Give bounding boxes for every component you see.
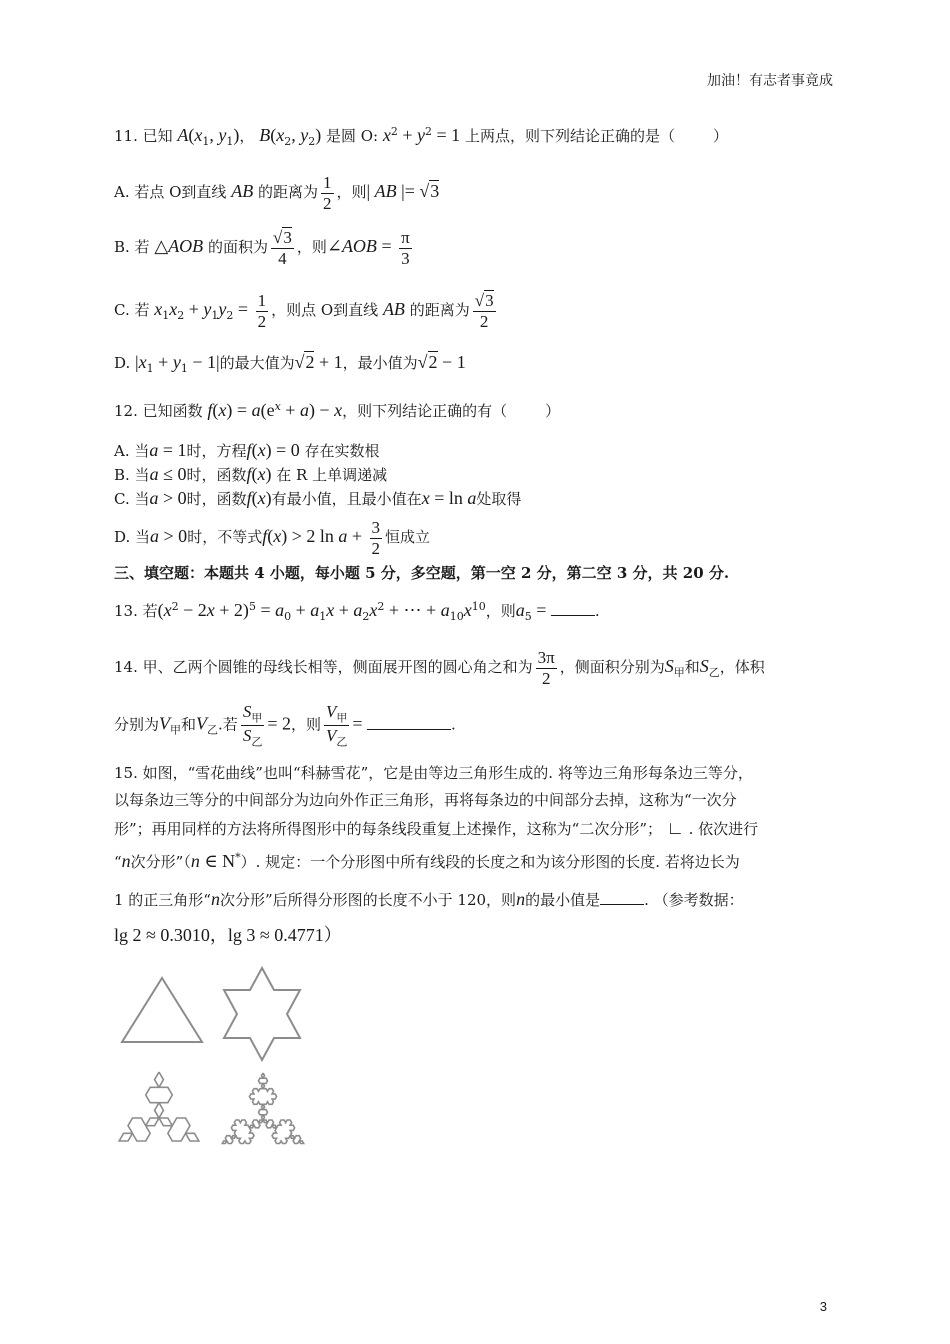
koch-figure-3 <box>216 1068 310 1168</box>
koch-figure-2 <box>113 1066 205 1166</box>
q12-option-a: A. 当a = 1时，方程f(x) = 0 存在实数根 <box>114 440 380 460</box>
q12-option-c: C. 当a > 0时，函数f(x)有最小值，且最小值在x = ln a处取得 <box>114 488 522 508</box>
q15-reference-data: lg 2 ≈ 0.3010，lg 3 ≈ 0.4771） <box>114 925 342 945</box>
q12-stem: 12. 已知函数 $f(x) = a(e^x + a) - x$，则下列结论正确的有（ ） <box>114 400 561 420</box>
koch-figure-0 <box>118 974 206 1046</box>
q15-line1: 15. 如图，“雪花曲线”也叫“科赫雪花”，它是由等边三角形生成的. 将等边三角形每条边三等分， <box>114 764 753 782</box>
koch-figure-3-outline <box>222 1073 303 1144</box>
koch-figure-2-outline <box>119 1072 199 1141</box>
page-number: 3 <box>819 1299 827 1314</box>
q15-line4: “n次分形”（n ∈ N*）. 规定：一个分形图中所有线段的长度之和为该分形图的长度. 若将边长为 <box>114 851 740 871</box>
q11-option-a: A. 若点 O到直线 AB 的距离为 $\frac{1}{2}$ ，则| AB |= √3 <box>114 173 440 213</box>
q15-line3: 形”；再用同样的方法将所得图形中的每条线段重复上述操作，这称为“二次分形”； ∟ . 依次进行 <box>114 818 759 838</box>
q12-option-b: B. 当a ≤ 0时，函数f(x) 在 R 上单调递减 <box>114 464 388 484</box>
q11-option-b: B. 若 △AOB 的面积为 $\frac{√3}{4}$ ，则∠AOB = $\frac{\pi}{3}$ <box>114 228 410 268</box>
koch-figure-1 <box>220 966 304 1062</box>
q12-option-d: D. 当a > 0时，不等式f(x) > 2 ln a + $\frac{3}{2}$ 恒成立 <box>114 518 431 558</box>
q13-stem: 13. 若$(x^2 - 2x + 2)^5 = a_0 + a_1x + a_2x^2$ + ⋯ + $a_{10}x^{10}$，则$a_5$ = . <box>114 600 600 623</box>
q11-option-d: D. $|x_1 + y_1 - 1|$的最大值为√2 + 1，最小值为√2 − 1 <box>114 352 466 375</box>
q14-line1: 14. 甲、乙两个圆锥的母线长相等，侧面展开图的圆心角之和为 $\frac{3\pi}{2}$ ，侧面积分别为$S_甲$和$S_乙$，体积 <box>114 648 765 688</box>
header-slogan: 加油！有志者事竟成 <box>707 73 833 89</box>
q15-line2: 以每条边三等分的中间部分为边向外作正三角形，再将每条边的中间部分去掉，这称为“一次分 <box>114 791 737 809</box>
section-title: 三、填空题：本题共 4 小题，每小题 5 分，多空题，第一空 2 分，第二空 3 分，共 20 分. <box>114 564 730 582</box>
q14-line2: 分别为$V_甲$和$V_乙$.若 $\frac{S_甲}{S_乙}$ = 2，则 $\frac{V_甲}{V_乙}$ = . <box>114 702 456 749</box>
q11-option-c: C. 若 $x_1x_2 + y_1y_2$ = $\frac{1}{2}$ ，则点 O到直线 AB 的距离为 $\frac{√3}{2}$ <box>114 291 494 331</box>
q15-line5: 1 的正三角形“n次分形”后所得分形图的长度不小于 120，则n的最小值是 . （参考数据： <box>114 889 744 909</box>
q11-stem: 11. 已知 $A(x_1$, $y_1$)， $B(x_2$, $y_2$) 是圆 O: $x^2 + y^2 = 1$ 上两点，则下列结论正确的是（ ） <box>114 125 728 148</box>
